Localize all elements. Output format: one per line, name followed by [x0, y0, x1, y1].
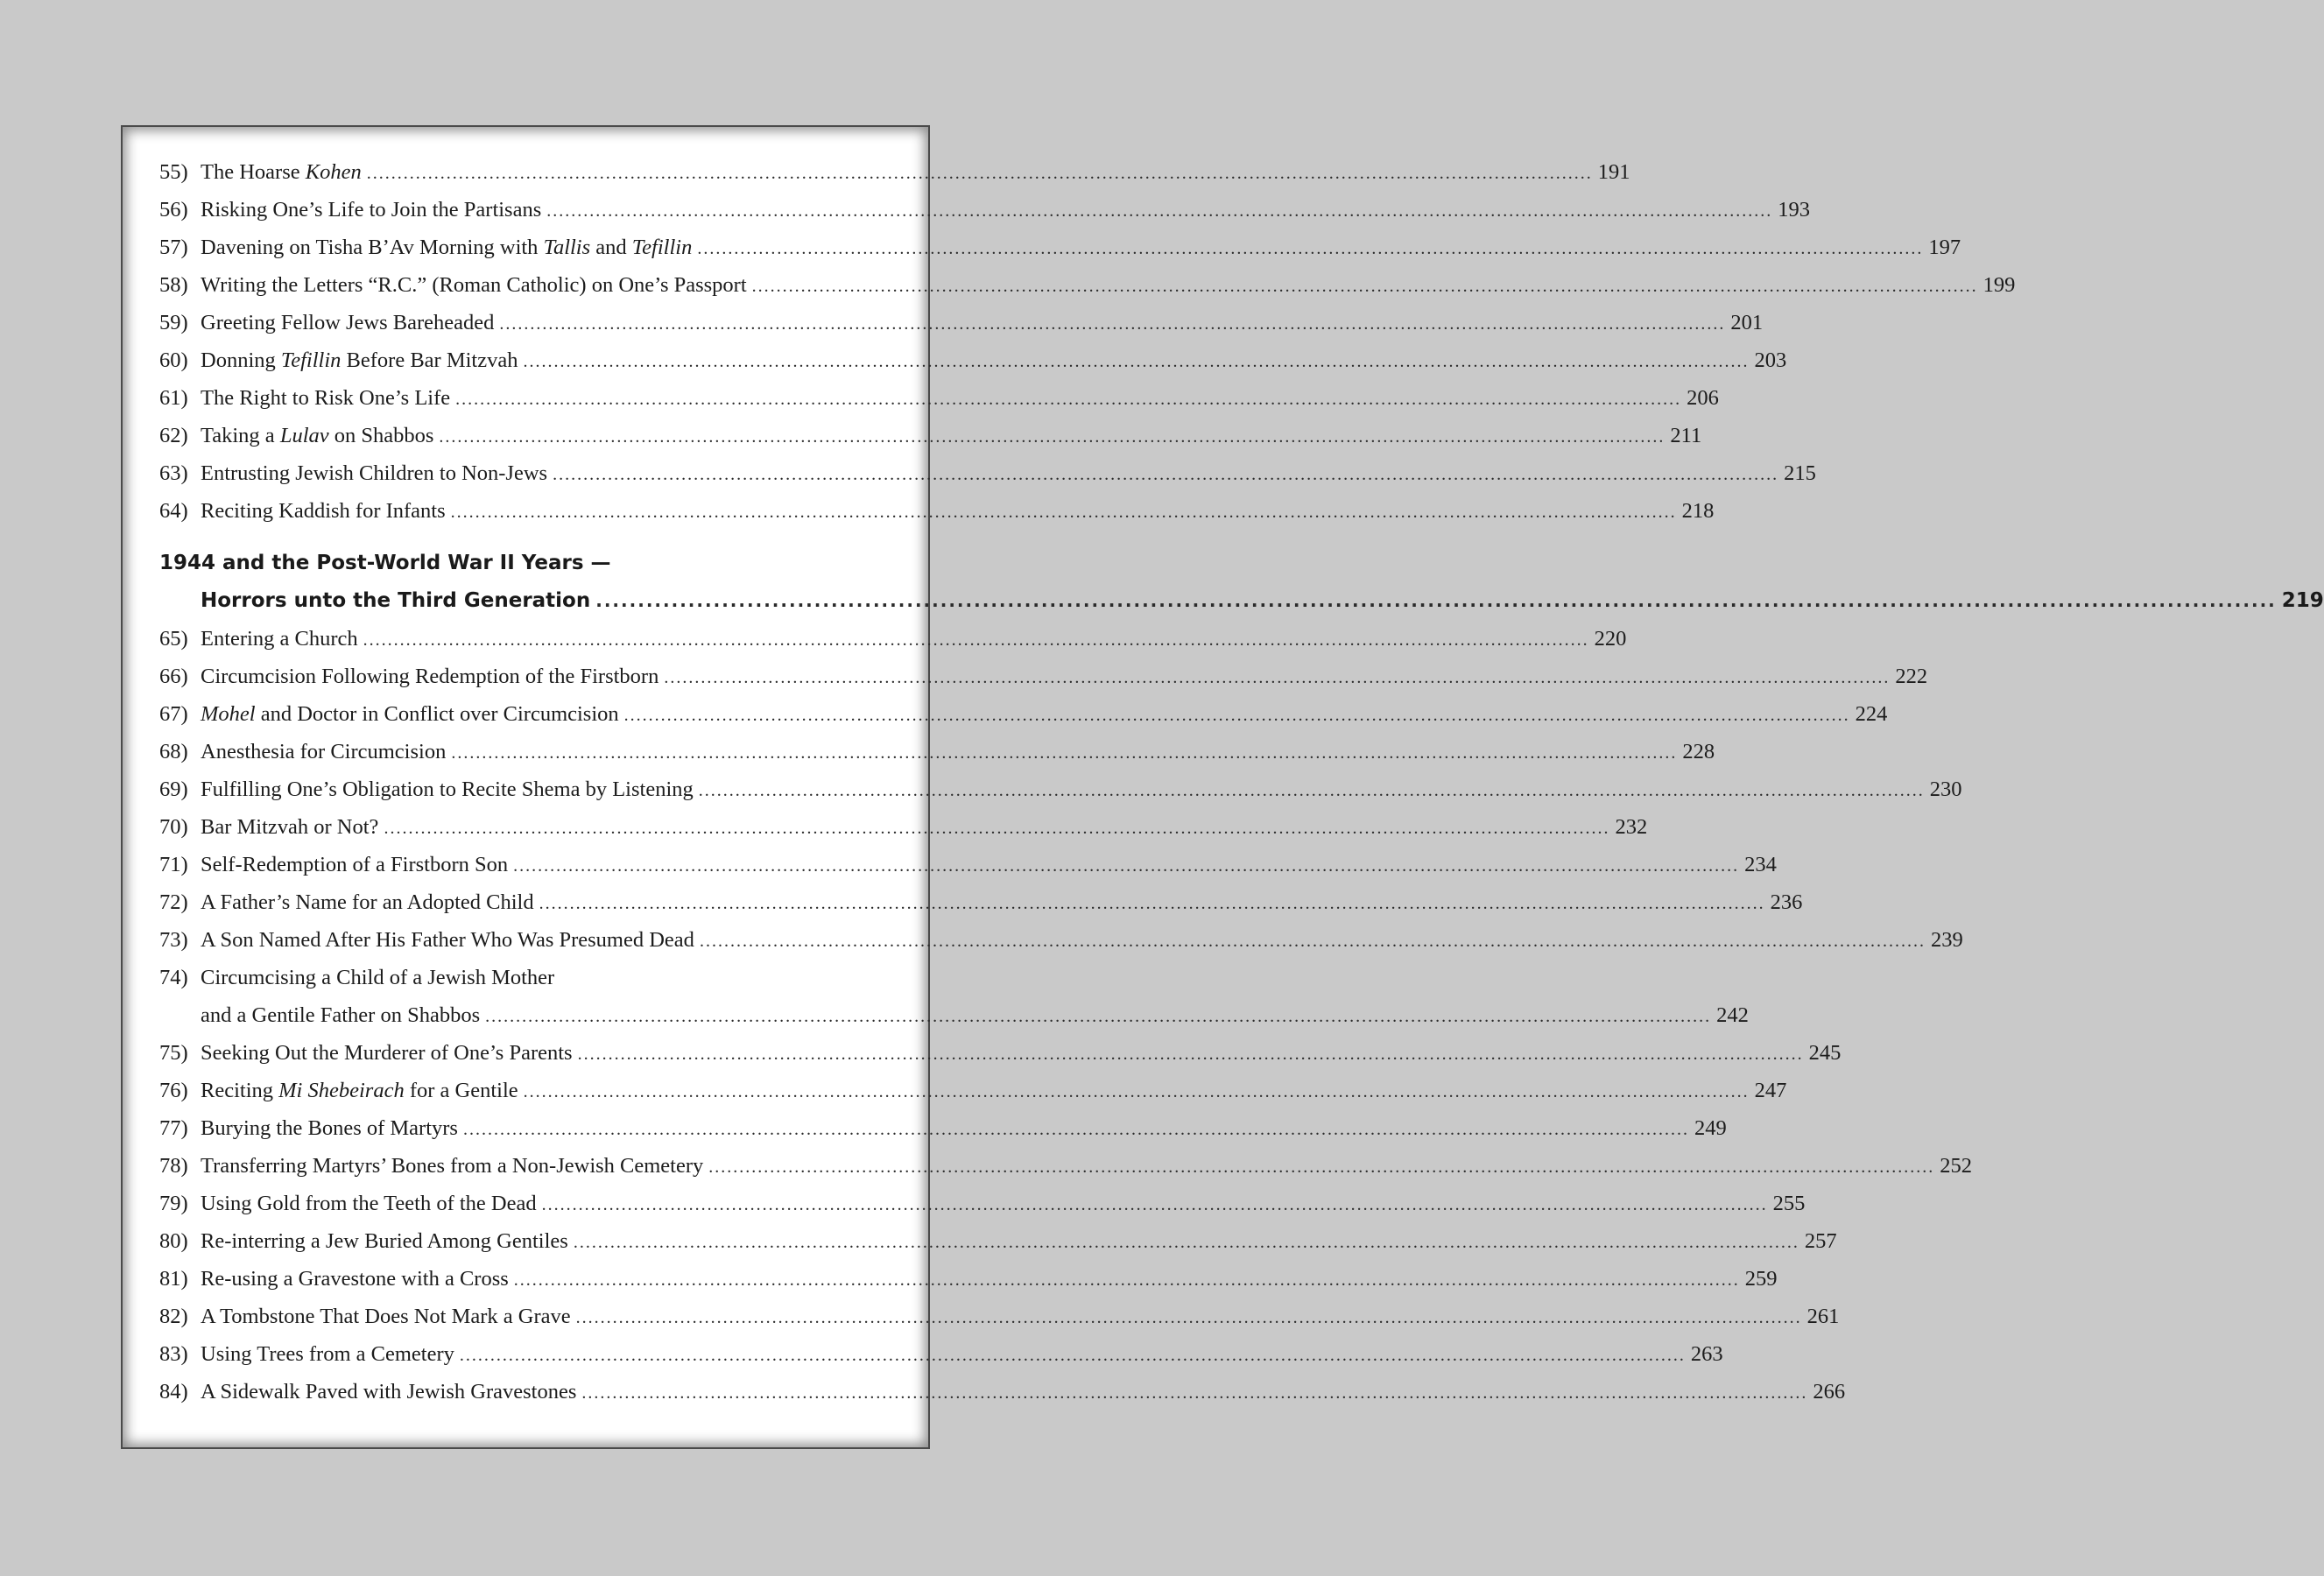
toc-entry[interactable] — [159, 770, 1962, 808]
dot-leader: ........................................................................................................................................................................................................ — [459, 1346, 1686, 1365]
entry-title — [201, 921, 700, 959]
entry-title — [201, 379, 455, 417]
entry-number: 75) — [159, 1041, 188, 1065]
toc-entry[interactable] — [159, 153, 1630, 191]
toc-entry[interactable] — [159, 417, 1702, 454]
entry-page-number: 255 — [1772, 1192, 1806, 1215]
entry-title-text: Anesthesia for Circumcision — [201, 740, 447, 763]
entry-number: 76) — [159, 1079, 188, 1102]
entry-title — [201, 191, 546, 229]
entry-title-text: Circumcision Following Redemption of the Firstborn — [201, 665, 659, 688]
entry-page-number: 224 — [1855, 702, 1888, 726]
toc-entry[interactable] — [159, 454, 1816, 492]
toc-entry[interactable] — [159, 846, 1777, 883]
entry-number: 58) — [159, 273, 188, 297]
entry-title — [201, 620, 363, 658]
dot-leader: ........................................................................................................................................................................................................ — [366, 164, 1593, 183]
dot-leader: ........................................................................................................................................................................................................ — [708, 1157, 1935, 1177]
entry-number: 82) — [159, 1305, 188, 1328]
entry-page-number: 263 — [1690, 1342, 1723, 1366]
section-heading — [159, 545, 895, 582]
toc-entry[interactable] — [159, 658, 1928, 695]
entry-number: 71) — [159, 853, 188, 876]
entry-title-text: and Doctor in Conflict over Circumcision — [255, 702, 619, 726]
toc-entry[interactable] — [159, 1034, 1842, 1072]
toc-entry[interactable] — [159, 1298, 1840, 1335]
entry-title — [201, 1335, 460, 1373]
entry-number: 55) — [159, 160, 188, 184]
entry-page-number: 211 — [1670, 424, 1702, 447]
dot-leader: ........................................................................................................................................................................................................ — [523, 1082, 1750, 1101]
entry-number: 61) — [159, 386, 188, 410]
toc-entry[interactable] — [159, 266, 2016, 304]
entry-page-number: 257 — [1804, 1229, 1837, 1253]
toc-entry[interactable] — [159, 191, 1810, 229]
entry-number: 64) — [159, 499, 188, 523]
entry-title-text: Using Trees from a Cemetery — [201, 1342, 454, 1366]
dot-leader: ........................................................................................................................................................................................................ — [539, 894, 1765, 913]
entry-title-text: Using Gold from the Teeth of the Dead — [201, 1192, 537, 1215]
dot-leader: ........................................................................................................................................................................................................ — [541, 1195, 1768, 1214]
entry-title — [201, 341, 523, 379]
entry-title-italic: Tefillin — [280, 348, 342, 372]
toc-entry[interactable] — [159, 304, 1764, 341]
toc-entry[interactable] — [159, 695, 1888, 733]
entry-title-text: Re-interring a Jew Buried Among Gentiles — [201, 1229, 568, 1253]
toc-entry[interactable] — [159, 996, 1749, 1034]
entry-title-text: Entering a Church — [201, 627, 358, 651]
entry-title-italic: Tallis — [543, 236, 591, 259]
entry-title-text: Davening on Tisha B’Av Morning with — [201, 236, 544, 259]
entry-number: 59) — [159, 311, 188, 334]
entry-title-text: Fulfilling One’s Obligation to Recite Shema by Listening — [201, 777, 694, 801]
toc-entry[interactable] — [159, 341, 1787, 379]
entry-title-text: A Sidewalk Paved with Jewish Gravestones — [201, 1380, 577, 1404]
entry-title-text: Self-Redemption of a Firstborn Son — [201, 853, 509, 876]
section-heading-line1: 1944 and the Post-World War II Years — — [159, 552, 611, 574]
entry-title-text: Reciting Kaddish for Infants — [201, 499, 446, 523]
entry-number: 78) — [159, 1154, 188, 1178]
entry-number: 62) — [159, 424, 188, 447]
entry-page-number: 236 — [1770, 890, 1803, 914]
entry-number: 63) — [159, 461, 188, 485]
dot-leader: ........................................................................................................................................................................................................ — [595, 590, 2277, 611]
entry-title — [201, 733, 451, 770]
entry-title-text: Bar Mitzvah or Not? — [201, 815, 379, 839]
entry-title — [201, 229, 697, 266]
dot-leader: ........................................................................................................................................................................................................ — [439, 427, 1666, 447]
entry-title — [201, 417, 439, 454]
entry-title — [201, 1072, 524, 1109]
entry-title-line1: Circumcising a Child of a Jewish Mother — [201, 966, 555, 989]
toc-entry[interactable] — [159, 379, 1719, 417]
entry-title-text: Entrusting Jewish Children to Non-Jews — [201, 461, 548, 485]
entry-number: 67) — [159, 702, 188, 726]
entry-number: 83) — [159, 1342, 188, 1366]
entry-number: 84) — [159, 1380, 188, 1404]
entry-title — [201, 1298, 576, 1335]
dot-leader: ........................................................................................................................................................................................................ — [573, 1233, 1799, 1252]
dot-leader: ........................................................................................................................................................................................................ — [499, 314, 1726, 334]
entry-page-number: 203 — [1754, 348, 1787, 372]
entry-page-number: 197 — [1928, 236, 1961, 259]
entry-title-text: Burying the Bones of Martyrs — [201, 1116, 458, 1140]
dot-leader: ........................................................................................................................................................................................................ — [697, 239, 1924, 258]
dot-leader: ........................................................................................................................................................................................................ — [751, 277, 1978, 296]
entry-title-italic: Lulav — [279, 424, 329, 447]
entry-title — [201, 770, 699, 808]
dot-leader: ........................................................................................................................................................................................................ — [546, 201, 1773, 221]
entry-number: 68) — [159, 740, 188, 763]
section-page-number: 219 — [2281, 589, 2324, 612]
entry-title-text: The Right to Risk One’s Life — [201, 386, 451, 410]
entry-page-number: 228 — [1682, 740, 1715, 763]
toc-page — [121, 125, 2324, 1449]
entry-title-italic: Kohen — [305, 160, 362, 184]
entry-title-italic: Tefillin — [631, 236, 693, 259]
entry-page-number: 230 — [1929, 777, 1962, 801]
entry-page-number: 242 — [1716, 1003, 1749, 1027]
toc-entry[interactable] — [159, 229, 1961, 266]
entry-title-italic: Mi Shebeirach — [278, 1079, 405, 1102]
toc-entry[interactable] — [159, 620, 1627, 658]
dot-leader: ........................................................................................................................................................................................................ — [363, 630, 1589, 650]
entry-page-number: 247 — [1754, 1079, 1787, 1102]
toc-entry-line1 — [159, 959, 895, 996]
entry-page-number: 232 — [1615, 815, 1648, 839]
entry-number: 66) — [159, 665, 188, 688]
entry-title — [201, 883, 539, 921]
entry-number: 60) — [159, 348, 188, 372]
entry-title-text: Risking One’s Life to Join the Partisans — [201, 198, 542, 222]
entry-page-number: 245 — [1808, 1041, 1842, 1065]
entry-title — [201, 1147, 708, 1185]
entry-page-number: 215 — [1784, 461, 1816, 485]
dot-leader: ........................................................................................................................................................................................................ — [577, 1045, 1804, 1064]
entry-number: 65) — [159, 627, 188, 651]
entry-number: 69) — [159, 777, 188, 801]
entry-title — [201, 1260, 514, 1298]
dot-leader: ........................................................................................................................................................................................................ — [462, 1120, 1689, 1139]
entry-title — [201, 454, 553, 492]
entry-page-number: 266 — [1813, 1380, 1846, 1404]
entry-number: 56) — [159, 198, 188, 222]
entry-title-text: Donning — [201, 348, 281, 372]
entry-page-number: 206 — [1687, 386, 1719, 410]
toc-entry[interactable] — [159, 1185, 1806, 1222]
dot-leader: ........................................................................................................................................................................................................ — [513, 1270, 1740, 1290]
entry-title-text: and a Gentile Father on Shabbos — [201, 1003, 481, 1027]
toc-entry[interactable] — [159, 1373, 1846, 1411]
entry-title-text: and — [590, 236, 632, 259]
entry-page-number: 261 — [1806, 1305, 1840, 1328]
toc-entry[interactable] — [159, 1222, 1837, 1260]
entry-page-number: 252 — [1940, 1154, 1973, 1178]
entry-title-italic: Mohel — [201, 702, 256, 726]
entry-title — [201, 846, 513, 883]
entry-title-text: Greeting Fellow Jews Bareheaded — [201, 311, 495, 334]
dot-leader: ........................................................................................................................................................................................................ — [553, 465, 1779, 484]
entry-title — [201, 1034, 578, 1072]
entry-page-number: 220 — [1594, 627, 1627, 651]
entry-title — [201, 1185, 542, 1222]
entry-page-number: 218 — [1681, 499, 1715, 523]
dot-leader: ........................................................................................................................................................................................................ — [664, 668, 1891, 687]
entry-title — [201, 304, 499, 341]
dot-leader: ........................................................................................................................................................................................................ — [384, 819, 1610, 838]
entry-title-text: Seeking Out the Murderer of One’s Parents — [201, 1041, 573, 1065]
entry-page-number: 259 — [1744, 1267, 1778, 1291]
dot-leader: ........................................................................................................................................................................................................ — [623, 706, 1850, 725]
dot-leader: ........................................................................................................................................................................................................ — [485, 1007, 1712, 1026]
entry-number: 72) — [159, 890, 188, 914]
entry-page-number: 222 — [1895, 665, 1928, 688]
entry-page-number: 239 — [1930, 928, 1963, 952]
toc-entry[interactable] — [159, 1260, 1778, 1298]
entry-title — [201, 1373, 581, 1411]
entry-page-number: 199 — [1982, 273, 2016, 297]
entry-page-number: 234 — [1744, 853, 1777, 876]
toc-entry[interactable] — [159, 1147, 1973, 1185]
entry-title-text: The Hoarse — [201, 160, 306, 184]
toc-group-part-1 — [159, 153, 2016, 530]
entry-title-text: Taking a — [201, 424, 280, 447]
toc-group-part-2 — [159, 620, 1973, 1411]
toc-entry[interactable] — [159, 808, 1648, 846]
entry-title-text: Writing the Letters “R.C.” (Roman Catholic) on One’s Passport — [201, 273, 747, 297]
entry-title-text: A Father’s Name for an Adopted Child — [201, 890, 534, 914]
entry-title-text: on Shabbos — [328, 424, 434, 447]
entry-number: 77) — [159, 1116, 188, 1140]
entry-title — [201, 492, 451, 530]
entry-number: 70) — [159, 815, 188, 839]
dot-leader: ........................................................................................................................................................................................................ — [523, 352, 1750, 371]
toc-entry[interactable] — [159, 883, 1803, 921]
entry-title — [201, 153, 367, 191]
entry-number: 81) — [159, 1267, 188, 1291]
entry-number: 73) — [159, 928, 188, 952]
entry-title-text: Re-using a Gravestone with a Cross — [201, 1267, 509, 1291]
entry-page-number: 201 — [1730, 311, 1764, 334]
dot-leader: ........................................................................................................................................................................................................ — [699, 932, 1926, 951]
entry-page-number: 249 — [1694, 1116, 1727, 1140]
entry-title — [201, 695, 624, 733]
section-heading-line2: Horrors unto the Third Generation — [201, 589, 591, 612]
dot-leader: ........................................................................................................................................................................................................ — [575, 1308, 1802, 1327]
entry-number: 80) — [159, 1229, 188, 1253]
entry-title-text: for a Gentile — [404, 1079, 518, 1102]
entry-page-number: 193 — [1778, 198, 1810, 222]
entry-title-text: A Tombstone That Does Not Mark a Grave — [201, 1305, 571, 1328]
entry-title-text: Before Bar Mitzvah — [341, 348, 518, 372]
dot-leader: ........................................................................................................................................................................................................ — [513, 856, 1740, 876]
toc-entry[interactable] — [159, 733, 1715, 770]
entry-title — [201, 1222, 574, 1260]
entry-title-text: Reciting — [201, 1079, 279, 1102]
entry-number: 79) — [159, 1192, 188, 1215]
dot-leader: ........................................................................................................................................................................................................ — [450, 503, 1677, 522]
entry-title — [201, 1109, 463, 1147]
section-heading-row — [159, 582, 2324, 620]
entry-title — [201, 658, 664, 695]
entry-title-text: A Son Named After His Father Who Was Presumed Dead — [201, 928, 694, 952]
entry-title-text: Transferring Martyrs’ Bones from a Non-Jewish Cemetery — [201, 1154, 704, 1178]
entry-title — [201, 996, 485, 1034]
toc-entry[interactable] — [159, 1109, 1727, 1147]
dot-leader: ........................................................................................................................................................................................................ — [581, 1383, 1808, 1403]
entry-title — [201, 808, 384, 846]
toc-entry[interactable] — [159, 921, 1963, 959]
dot-leader: ........................................................................................................................................................................................................ — [451, 743, 1678, 763]
dot-leader: ........................................................................................................................................................................................................ — [455, 390, 1682, 409]
toc-entry[interactable] — [159, 1072, 1787, 1109]
entry-title — [201, 266, 752, 304]
toc-entry[interactable] — [159, 1335, 1723, 1373]
dot-leader: ........................................................................................................................................................................................................ — [698, 781, 1925, 800]
table-of-contents — [159, 153, 2324, 1411]
entry-number: 74) — [159, 966, 188, 989]
entry-page-number: 191 — [1597, 160, 1630, 184]
toc-entry[interactable] — [159, 492, 1715, 530]
entry-number: 57) — [159, 236, 188, 259]
